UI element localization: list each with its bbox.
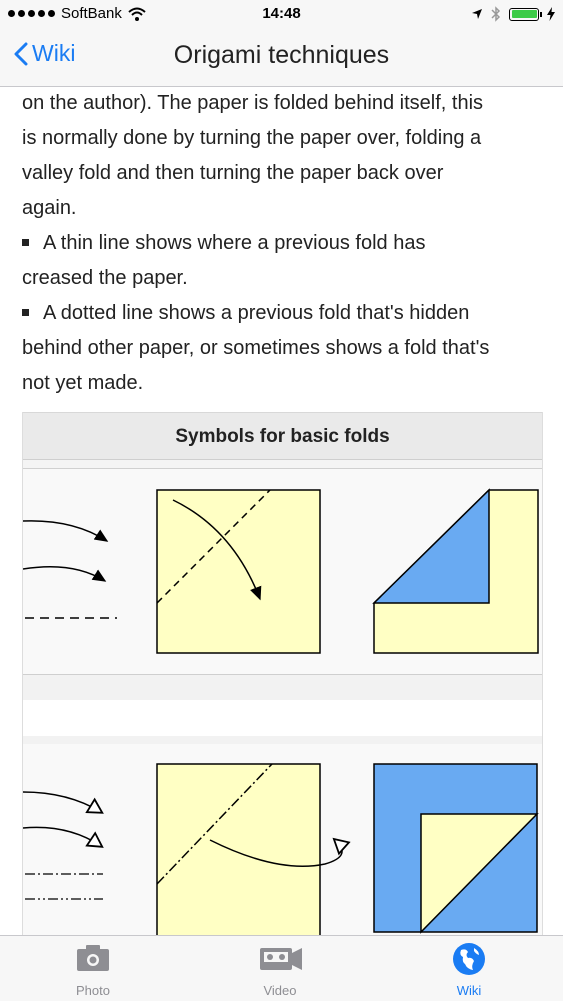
tab-label: Video: [263, 983, 297, 998]
list-item: [22, 226, 542, 296]
folded-flap: [374, 490, 489, 603]
status-right: [471, 6, 555, 22]
valley-fold-diagram: [23, 469, 542, 679]
bluetooth-icon: [491, 6, 501, 22]
text-line: not yet made.: [22, 372, 144, 394]
carrier-name: SoftBank: [61, 5, 122, 22]
tab-video[interactable]: [220, 936, 340, 1001]
article-content: [22, 86, 542, 401]
tab-wiki[interactable]: [409, 936, 529, 1001]
text-line: again.: [22, 197, 77, 219]
mountain-fold-diagram: [23, 744, 542, 935]
table-title: Symbols for basic folds: [23, 412, 542, 460]
camera-icon: [75, 943, 111, 973]
charging-bolt-icon: [547, 7, 555, 21]
text-line: creased the paper.: [22, 267, 188, 289]
back-label: Wiki: [32, 40, 76, 66]
fold-symbols-table: [22, 412, 543, 935]
battery-icon: [509, 8, 539, 21]
status-bar: [0, 0, 563, 30]
globe-icon: [452, 942, 486, 976]
arrow-symbol: [23, 567, 105, 581]
bullet-icon: [22, 239, 29, 246]
table-row: [23, 700, 542, 737]
video-camera-icon: [258, 943, 304, 973]
text-line: A dotted line shows a previous fold that's hidden: [43, 302, 470, 324]
paper-square: [157, 490, 320, 653]
paragraph: [22, 86, 542, 226]
status-time: 14:48: [262, 5, 301, 22]
text-line: on the author). The paper is folded behind itself, this: [22, 92, 484, 114]
tab-label: Wiki: [456, 983, 482, 998]
text-line: A thin line shows where a previous fold has: [43, 232, 426, 254]
table-row: [23, 468, 542, 684]
arrow-symbol: [23, 521, 107, 541]
bullet-icon: [22, 309, 29, 316]
location-arrow-icon: [471, 8, 483, 20]
arrow-symbol: [23, 792, 101, 812]
tab-photo[interactable]: [33, 936, 153, 1001]
arrow-symbol: [23, 827, 101, 846]
list-item: [22, 296, 542, 401]
navigation-bar: [0, 30, 563, 87]
page-title: Origami techniques: [173, 41, 390, 69]
tab-label: Photo: [76, 983, 110, 998]
tab-bar: [0, 935, 563, 1001]
paper-square: [157, 764, 320, 935]
text-line: valley fold and then turning the paper back over: [22, 162, 444, 184]
text-line: behind other paper, or sometimes shows a fold that's: [22, 337, 490, 359]
table-separator: [23, 674, 542, 702]
text-line: is normally done by turning the paper over, folding a: [22, 127, 482, 149]
table-row: [23, 744, 542, 935]
